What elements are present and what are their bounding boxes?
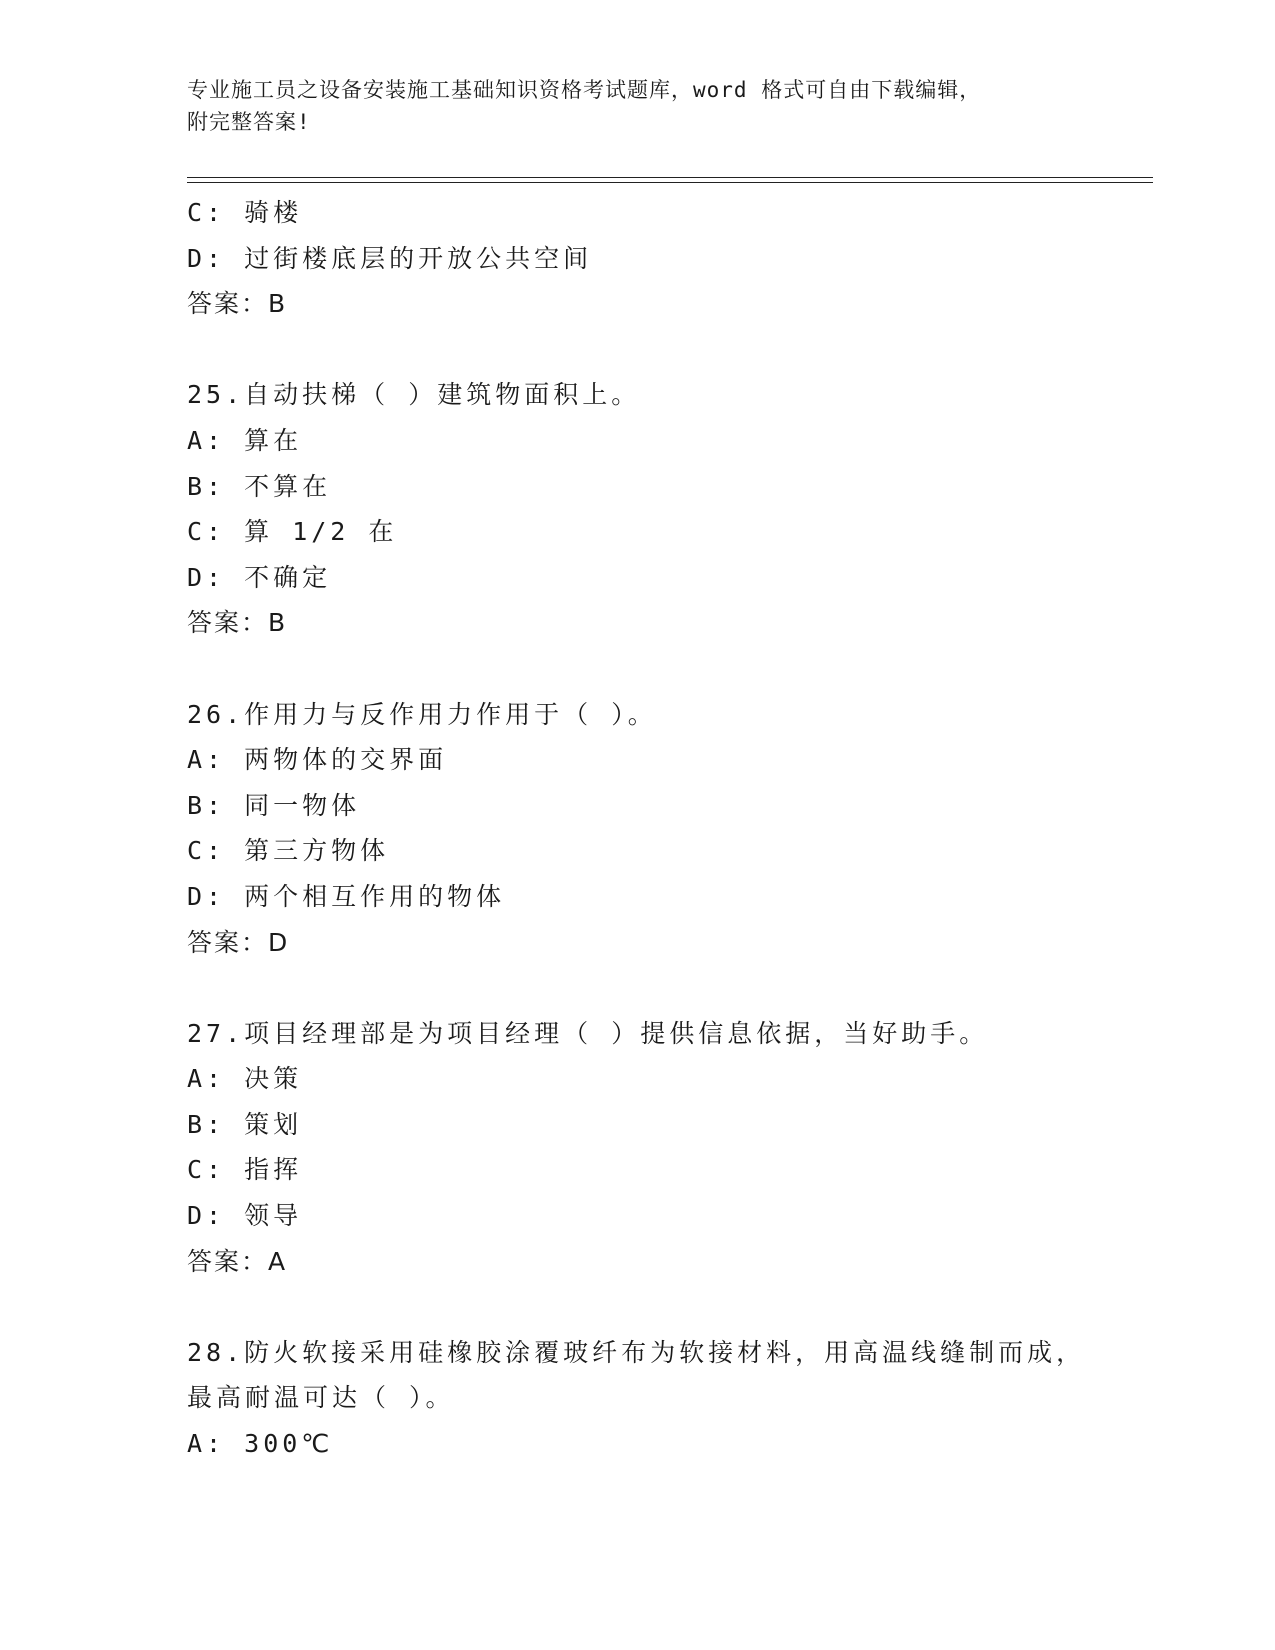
option-c: C: 指挥: [187, 1155, 303, 1185]
option-b: B: 同一物体: [187, 790, 361, 820]
option-d: D: 两个相互作用的物体: [187, 881, 506, 911]
header-line-2: 附完整答案!: [187, 110, 311, 134]
option-a: A: 决策: [187, 1064, 303, 1094]
spacer: [187, 965, 1087, 1011]
spacer: [187, 1284, 1087, 1330]
answer-line: 答案：D: [187, 927, 290, 957]
option-d: D: 不确定: [187, 562, 332, 592]
answer-line: 答案：A: [187, 1246, 288, 1276]
option-c: C: 第三方物体: [187, 836, 390, 866]
question-26: [187, 692, 1087, 966]
answer-line: 答案：B: [187, 289, 288, 319]
question-27: [187, 1011, 1087, 1285]
spacer: [187, 646, 1087, 692]
header-rule-bottom: [187, 182, 1153, 183]
question-list: [187, 190, 1087, 1467]
question-stem-line-2: 最高耐温可达（ ）。: [187, 1383, 455, 1413]
option-d: D: 过街楼底层的开放公共空间: [187, 243, 593, 273]
option-a: A: 300℃: [187, 1429, 334, 1459]
question-stem: 25.自动扶梯（ ）建筑物面积上。: [187, 380, 641, 410]
spacer: [187, 327, 1087, 373]
question-stem: 27.项目经理部是为项目经理（ ）提供信息依据，当好助手。: [187, 1018, 989, 1048]
header-line-1: 专业施工员之设备安装施工基础知识资格考试题库，word 格式可自由下载编辑，: [187, 78, 982, 102]
option-d: D: 领导: [187, 1201, 303, 1231]
option-b: B: 不算在: [187, 471, 332, 501]
header-rule-top: [187, 177, 1153, 178]
option-c: C: 骑楼: [187, 198, 303, 227]
option-a: A: 算在: [187, 425, 303, 455]
question-continued: [187, 190, 1087, 327]
answer-line: 答案：B: [187, 608, 288, 638]
option-b: B: 策划: [187, 1109, 303, 1139]
question-stem-line-1: 28.防火软接采用硅橡胶涂覆玻纤布为软接材料，用高温线缝制而成，: [187, 1337, 1086, 1367]
option-c: C: 算 1/2 在: [187, 517, 398, 547]
option-a: A: 两物体的交界面: [187, 745, 448, 775]
document-header: [187, 74, 1067, 138]
question-28: [187, 1330, 1087, 1467]
question-stem: 26.作用力与反作用力作用于（ ）。: [187, 699, 657, 729]
question-25: [187, 372, 1087, 646]
